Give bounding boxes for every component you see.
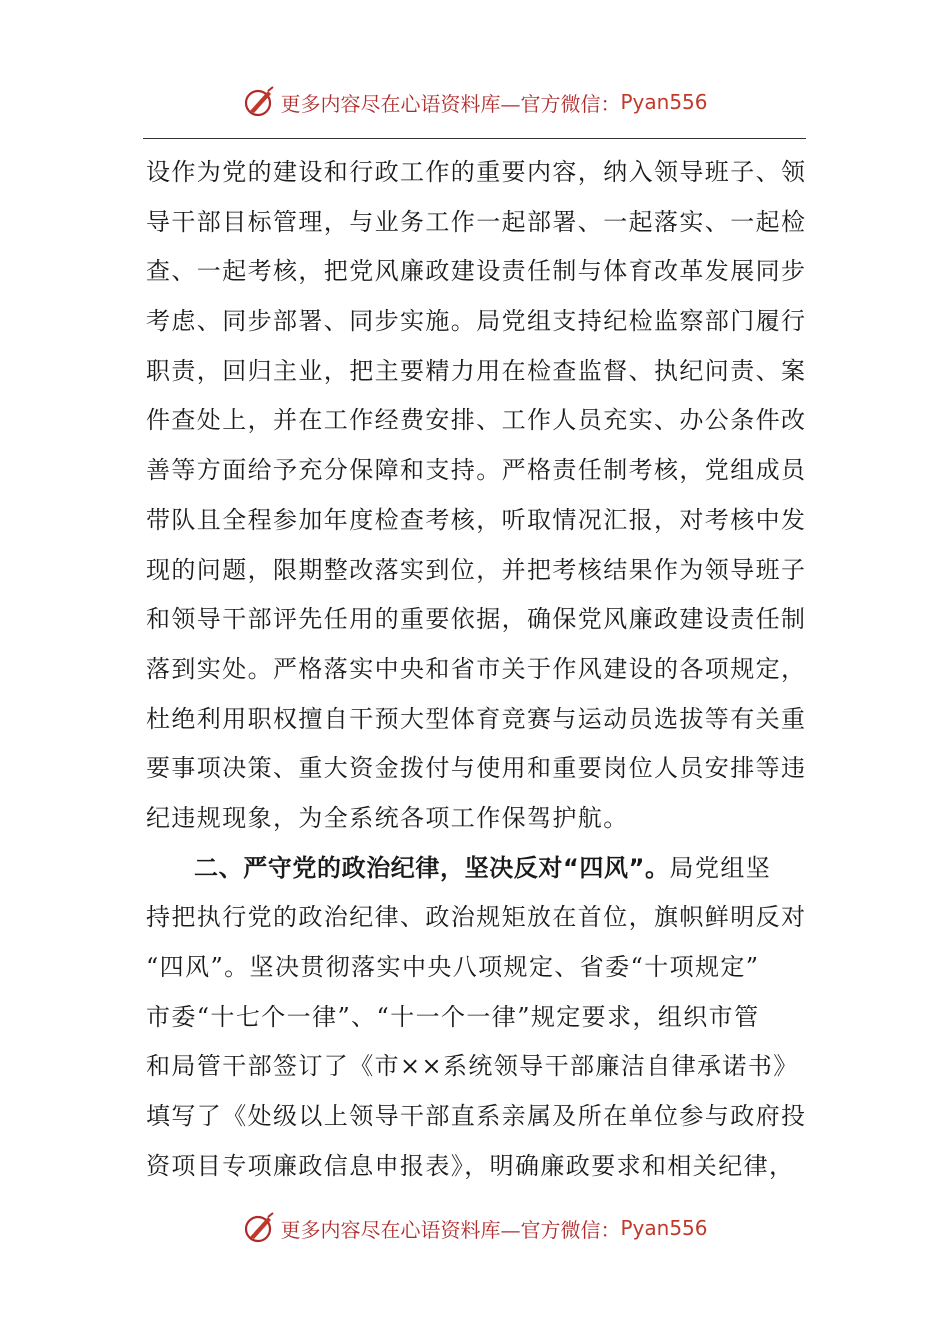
paragraph-line-start: 局党组坚 (669, 853, 772, 882)
paragraph-line: 查、一起考核，把党风廉政建设责任制与体育改革发展同步 (146, 257, 807, 286)
paragraph-line: 杜绝利用职权擅自干预大型体育竞赛与运动员选拔等有关重 (146, 704, 807, 733)
paragraph-line: 纪违规现象，为全系统各项工作保驾护航。 (146, 803, 629, 832)
paragraph-line: 导干部目标管理，与业务工作一起部署、一起落实、一起检 (146, 207, 807, 236)
paragraph-line: 落到实处。严格落实中央和省市关于作风建设的各项规定， (146, 654, 807, 683)
section-heading-line (146, 844, 808, 894)
banner-wechat-id: Pyan556 (620, 1216, 708, 1240)
paragraph-line: 市委“十七个一律”、“十一个一律”规定要求，组织市管 (146, 1002, 760, 1031)
banner-wechat-id: Pyan556 (620, 90, 708, 114)
paragraph-line: 带队且全程参加年度检查考核，听取情况汇报，对考核中发 (146, 505, 807, 534)
paragraph-line: 设作为党的建设和行政工作的重要内容，纳入领导班子、领 (146, 158, 807, 186)
paragraph-line: 填写了《处级以上领导干部直系亲属及所在单位参与政府投 (146, 1102, 807, 1131)
paragraph-line: 资项目专项廉政信息申报表》，明确廉政要求和相关纪律， (146, 1151, 795, 1180)
header-banner (0, 80, 950, 124)
paragraph-line: “四风”。坚决贯彻落实中央八项规定、省委“十项规定” (146, 953, 760, 981)
paragraph-line: 职责，回归主业，把主要精力用在检查监督、执纪问责、案 (146, 356, 807, 385)
banner-text: 更多内容尽在心语资料库—官方微信： (280, 1217, 621, 1242)
paragraph-line: 要事项决策、重大资金拨付与使用和重要岗位人员安排等违 (146, 754, 807, 783)
paragraph-line: 持把执行党的政治纪律、政治规矩放在首位，旗帜鲜明反对 (146, 903, 807, 932)
banner-text: 更多内容尽在心语资料库—官方微信： (280, 91, 621, 116)
paragraph-line: 考虑、同步部署、同步实施。局党组支持纪检监察部门履行 (146, 307, 807, 336)
paragraph-line: 善等方面给予充分保障和支持。严格责任制考核，党组成员 (146, 456, 807, 485)
header-divider (143, 138, 806, 139)
footer-banner (0, 1206, 950, 1250)
paragraph-line: 和局管干部签订了《市××系统领导干部廉洁自律承诺书》 (146, 1052, 799, 1081)
document-body (146, 148, 808, 1191)
section-heading: 二、严守党的政治纪律，坚决反对“四风”。 (194, 853, 670, 882)
paragraph-line: 件查处上，并在工作经费安排、工作人员充实、办公条件改 (146, 406, 807, 435)
quill-logo-icon (242, 85, 276, 119)
paragraph-line: 和领导干部评先任用的重要依据，确保党风廉政建设责任制 (146, 605, 807, 634)
paragraph-line: 现的问题，限期整改落实到位，并把考核结果作为领导班子 (146, 555, 807, 584)
quill-logo-icon (242, 1211, 276, 1245)
